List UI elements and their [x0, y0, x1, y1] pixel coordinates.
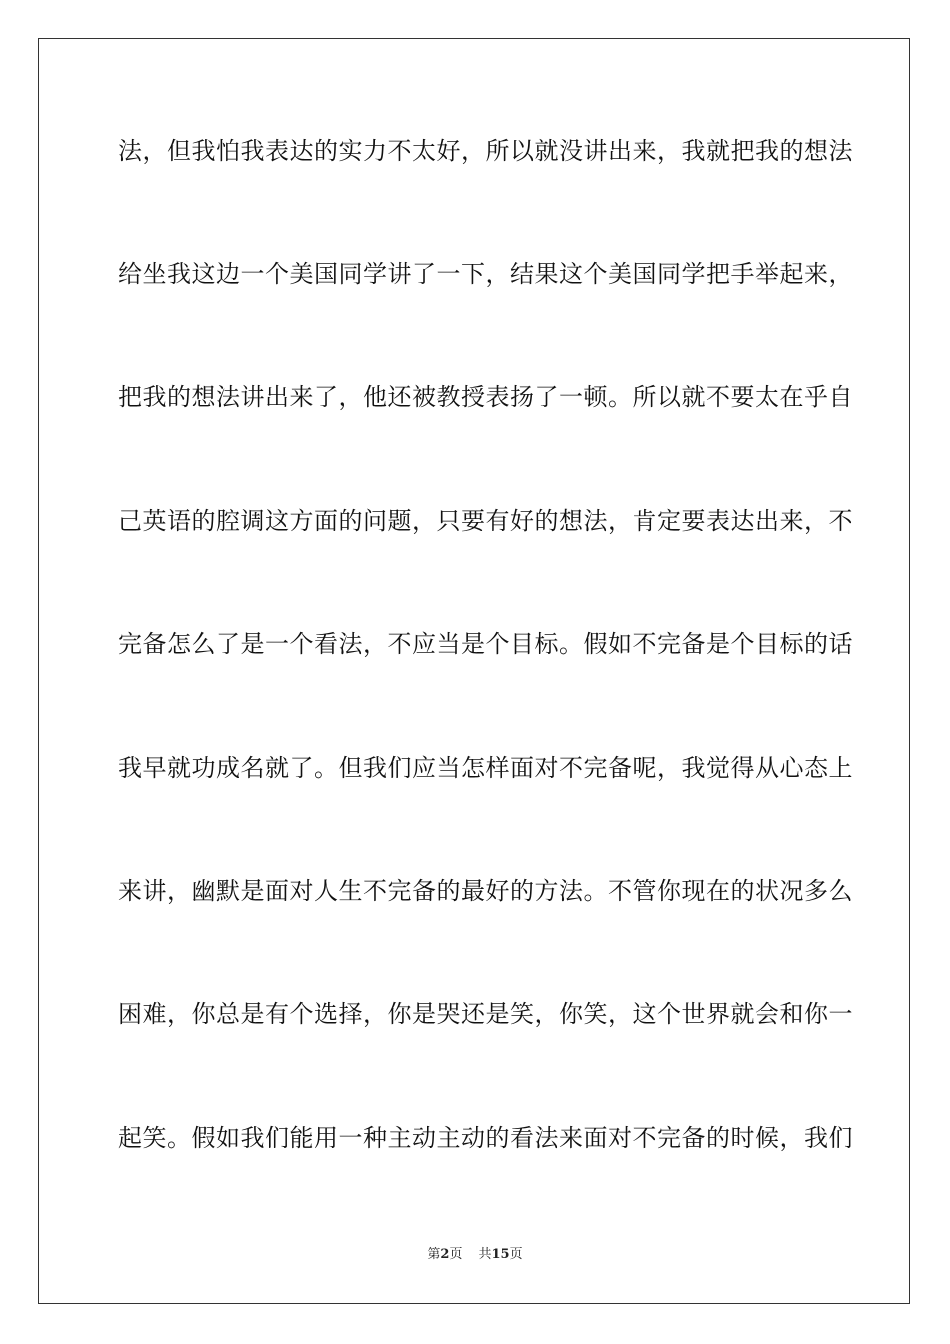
total-prefix: 共 — [478, 1247, 492, 1262]
body-line: 己英语的腔调这方面的问题，只要有好的想法，肯定要表达出来，不 — [118, 507, 853, 535]
body-line: 困难，你总是有个选择，你是哭还是笑，你笑，这个世界就会和你一 — [118, 1000, 853, 1028]
page-suffix: 页 — [449, 1247, 463, 1262]
body-line: 我早就功成名就了。但我们应当怎样面对不完备呢，我觉得从心态上 — [118, 754, 853, 782]
page-border — [38, 38, 910, 1304]
page-number: 2 — [440, 1247, 450, 1262]
page-prefix: 第 — [427, 1247, 441, 1262]
total-pages: 15 — [491, 1247, 510, 1262]
body-line: 把我的想法讲出来了，他还被教授表扬了一顿。所以就不要太在乎自 — [118, 383, 853, 411]
total-suffix: 页 — [509, 1247, 523, 1262]
body-line: 起笑。假如我们能用一种主动主动的看法来面对不完备的时候，我们 — [118, 1124, 853, 1152]
body-line: 法，但我怕我表达的实力不太好，所以就没讲出来，我就把我的想法 — [118, 137, 853, 165]
page-footer — [0, 1246, 950, 1264]
body-line: 给坐我这边一个美国同学讲了一下，结果这个美国同学把手举起来， — [118, 260, 853, 288]
body-line: 来讲，幽默是面对人生不完备的最好的方法。不管你现在的状况多么 — [118, 877, 853, 905]
body-line: 完备怎么了是一个看法，不应当是个目标。假如不完备是个目标的话 — [118, 630, 853, 658]
